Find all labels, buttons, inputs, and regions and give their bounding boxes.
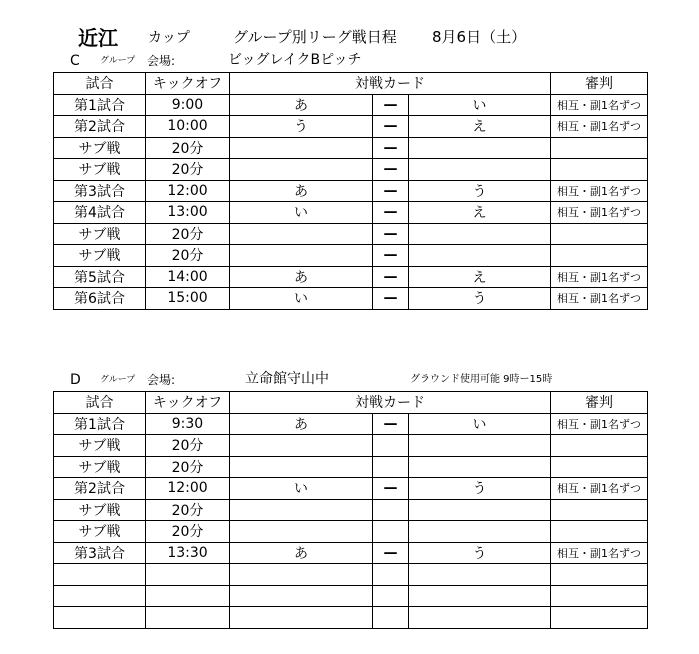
- group-c-table-row: [54, 223, 648, 245]
- group-d-letter: D: [70, 372, 81, 388]
- match-cell: [54, 607, 146, 629]
- kickoff-cell: 20分: [146, 435, 230, 457]
- away-team-cell: え: [409, 116, 551, 138]
- group-c-table-row: [54, 137, 648, 159]
- group-c-table-row: [54, 245, 648, 267]
- col-header-kickoff: キックオフ: [146, 392, 230, 414]
- home-team-cell: う: [230, 116, 373, 138]
- kickoff-cell: 20分: [146, 456, 230, 478]
- kickoff-cell: 20分: [146, 245, 230, 267]
- match-cell: 第1試合: [54, 94, 146, 116]
- home-team-cell: [230, 564, 373, 586]
- home-team-cell: [230, 137, 373, 159]
- group-d-table-row: [54, 521, 648, 543]
- versus-dash-cell: —: [373, 180, 409, 202]
- kickoff-cell: 20分: [146, 521, 230, 543]
- match-cell: [54, 564, 146, 586]
- referee-cell: [551, 585, 648, 607]
- home-team-cell: [230, 607, 373, 629]
- match-cell: サブ戦: [54, 137, 146, 159]
- match-cell: サブ戦: [54, 159, 146, 181]
- group-c-venue-label: 会場:: [147, 54, 176, 68]
- away-team-cell: [409, 245, 551, 267]
- schedule-date: 8月6日（土）: [432, 28, 527, 46]
- col-header-referee: 審判: [551, 73, 648, 95]
- match-cell: サブ戦: [54, 521, 146, 543]
- versus-dash-cell: —: [373, 223, 409, 245]
- referee-cell: [551, 607, 648, 629]
- referee-cell: [551, 499, 648, 521]
- group-d-table-row: [54, 585, 648, 607]
- referee-cell: [551, 223, 648, 245]
- home-team-cell: あ: [230, 542, 373, 564]
- kickoff-cell: [146, 585, 230, 607]
- group-d-venue: 立命館守山中: [245, 371, 329, 387]
- home-team-cell: [230, 499, 373, 521]
- group-c-table-row: [54, 202, 648, 224]
- referee-cell: [551, 245, 648, 267]
- away-team-cell: [409, 223, 551, 245]
- referee-cell: 相互・副1名ずつ: [551, 116, 648, 138]
- referee-cell: 相互・副1名ずつ: [551, 542, 648, 564]
- group-c-header-row: [54, 73, 648, 95]
- kickoff-cell: 10:00: [146, 116, 230, 138]
- kickoff-cell: 13:30: [146, 542, 230, 564]
- match-cell: サブ戦: [54, 245, 146, 267]
- versus-dash-cell: —: [373, 478, 409, 500]
- schedule-title: グループ別リーグ戦日程: [233, 28, 397, 46]
- col-header-card: 対戦カード: [230, 392, 551, 414]
- versus-dash-cell: [373, 499, 409, 521]
- match-cell: 第6試合: [54, 288, 146, 310]
- referee-cell: 相互・副1名ずつ: [551, 202, 648, 224]
- group-d-table-row: [54, 456, 648, 478]
- away-team-cell: え: [409, 266, 551, 288]
- referee-cell: [551, 521, 648, 543]
- group-d-ground-note: グラウンド使用可能 9時ー15時: [410, 374, 553, 385]
- col-header-card: 対戦カード: [230, 73, 551, 95]
- away-team-cell: [409, 521, 551, 543]
- versus-dash-cell: —: [373, 245, 409, 267]
- match-cell: サブ戦: [54, 499, 146, 521]
- versus-dash-cell: —: [373, 413, 409, 435]
- col-header-kickoff: キックオフ: [146, 73, 230, 95]
- group-c-table-row: [54, 159, 648, 181]
- kickoff-cell: 20分: [146, 159, 230, 181]
- col-header-match: 試合: [54, 392, 146, 414]
- group-c-venue: ビッグレイクBピッチ: [228, 52, 362, 68]
- kickoff-cell: 20分: [146, 223, 230, 245]
- referee-cell: [551, 137, 648, 159]
- versus-dash-cell: [373, 607, 409, 629]
- versus-dash-cell: [373, 585, 409, 607]
- match-cell: 第3試合: [54, 180, 146, 202]
- home-team-cell: あ: [230, 94, 373, 116]
- away-team-cell: [409, 585, 551, 607]
- away-team-cell: [409, 456, 551, 478]
- referee-cell: [551, 456, 648, 478]
- group-c-schedule-table: [53, 72, 648, 310]
- match-cell: サブ戦: [54, 223, 146, 245]
- away-team-cell: [409, 137, 551, 159]
- group-d-table-row: [54, 499, 648, 521]
- versus-dash-cell: [373, 435, 409, 457]
- away-team-cell: え: [409, 202, 551, 224]
- home-team-cell: あ: [230, 413, 373, 435]
- away-team-cell: [409, 499, 551, 521]
- kickoff-cell: 20分: [146, 137, 230, 159]
- versus-dash-cell: —: [373, 288, 409, 310]
- versus-dash-cell: —: [373, 94, 409, 116]
- group-d-schedule-table: [53, 391, 648, 629]
- group-d-label: グループ: [100, 375, 136, 385]
- kickoff-cell: 20分: [146, 499, 230, 521]
- col-header-match: 試合: [54, 73, 146, 95]
- match-cell: 第5試合: [54, 266, 146, 288]
- group-d-table-row: [54, 413, 648, 435]
- match-cell: 第4試合: [54, 202, 146, 224]
- versus-dash-cell: [373, 456, 409, 478]
- referee-cell: [551, 159, 648, 181]
- kickoff-cell: 9:00: [146, 94, 230, 116]
- home-team-cell: [230, 223, 373, 245]
- match-cell: [54, 585, 146, 607]
- group-c-label: グループ: [100, 56, 136, 66]
- tournament-title: 近江: [78, 26, 118, 50]
- group-d-header-row: [54, 392, 648, 414]
- kickoff-cell: [146, 564, 230, 586]
- versus-dash-cell: [373, 564, 409, 586]
- home-team-cell: [230, 159, 373, 181]
- versus-dash-cell: —: [373, 116, 409, 138]
- group-c-table-row: [54, 116, 648, 138]
- group-c-table-row: [54, 288, 648, 310]
- away-team-cell: う: [409, 542, 551, 564]
- referee-cell: 相互・副1名ずつ: [551, 266, 648, 288]
- kickoff-cell: 9:30: [146, 413, 230, 435]
- home-team-cell: い: [230, 202, 373, 224]
- away-team-cell: [409, 607, 551, 629]
- versus-dash-cell: —: [373, 159, 409, 181]
- group-c-table-row: [54, 180, 648, 202]
- referee-cell: 相互・副1名ずつ: [551, 288, 648, 310]
- home-team-cell: [230, 521, 373, 543]
- referee-cell: [551, 435, 648, 457]
- home-team-cell: [230, 435, 373, 457]
- home-team-cell: あ: [230, 266, 373, 288]
- referee-cell: 相互・副1名ずつ: [551, 94, 648, 116]
- referee-cell: [551, 564, 648, 586]
- kickoff-cell: 12:00: [146, 180, 230, 202]
- away-team-cell: う: [409, 478, 551, 500]
- match-cell: 第1試合: [54, 413, 146, 435]
- match-cell: 第2試合: [54, 478, 146, 500]
- referee-cell: 相互・副1名ずつ: [551, 478, 648, 500]
- home-team-cell: い: [230, 288, 373, 310]
- home-team-cell: [230, 456, 373, 478]
- group-c-table-row: [54, 94, 648, 116]
- col-header-referee: 審判: [551, 392, 648, 414]
- group-c-table-row: [54, 266, 648, 288]
- kickoff-cell: 14:00: [146, 266, 230, 288]
- group-d-table-row: [54, 564, 648, 586]
- away-team-cell: う: [409, 288, 551, 310]
- group-c-letter: C: [70, 53, 80, 69]
- versus-dash-cell: —: [373, 542, 409, 564]
- versus-dash-cell: —: [373, 266, 409, 288]
- kickoff-cell: [146, 607, 230, 629]
- home-team-cell: い: [230, 478, 373, 500]
- home-team-cell: あ: [230, 180, 373, 202]
- versus-dash-cell: —: [373, 202, 409, 224]
- referee-cell: 相互・副1名ずつ: [551, 180, 648, 202]
- group-d-table-row: [54, 542, 648, 564]
- match-cell: 第3試合: [54, 542, 146, 564]
- match-cell: サブ戦: [54, 456, 146, 478]
- away-team-cell: [409, 435, 551, 457]
- referee-cell: 相互・副1名ずつ: [551, 413, 648, 435]
- group-d-table-row: [54, 435, 648, 457]
- away-team-cell: う: [409, 180, 551, 202]
- group-d-table-row: [54, 607, 648, 629]
- versus-dash-cell: [373, 521, 409, 543]
- away-team-cell: [409, 159, 551, 181]
- group-d-venue-label: 会場:: [147, 373, 176, 387]
- away-team-cell: い: [409, 94, 551, 116]
- kickoff-cell: 12:00: [146, 478, 230, 500]
- away-team-cell: [409, 564, 551, 586]
- away-team-cell: い: [409, 413, 551, 435]
- group-d-table-row: [54, 478, 648, 500]
- match-cell: 第2試合: [54, 116, 146, 138]
- kickoff-cell: 15:00: [146, 288, 230, 310]
- home-team-cell: [230, 245, 373, 267]
- match-cell: サブ戦: [54, 435, 146, 457]
- home-team-cell: [230, 585, 373, 607]
- versus-dash-cell: —: [373, 137, 409, 159]
- tournament-cup-label: カップ: [148, 30, 190, 46]
- kickoff-cell: 13:00: [146, 202, 230, 224]
